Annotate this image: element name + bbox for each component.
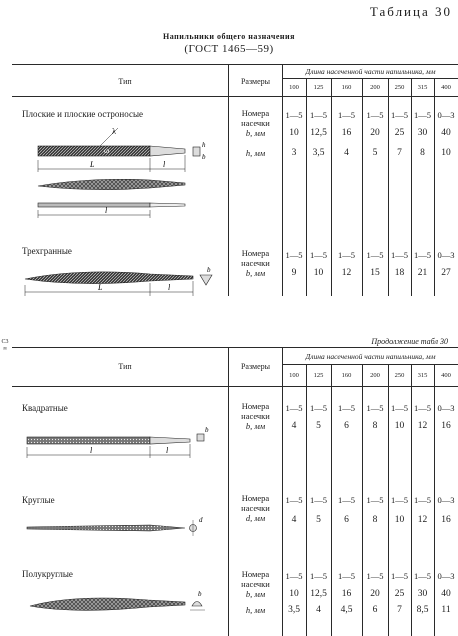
length-col: 200 xyxy=(370,372,380,379)
length-col: 160 xyxy=(341,372,352,379)
value-cell-b: 16 xyxy=(341,589,352,599)
svg-text:h: h xyxy=(202,141,206,149)
value-cell-b: 6 xyxy=(344,421,349,431)
value-cell-notch: 1—5 xyxy=(338,250,355,260)
svg-text:l: l xyxy=(105,206,108,215)
value-cell-notch: 1—5 xyxy=(391,571,408,581)
notch-label: Номера насечки xyxy=(241,493,270,513)
value-cell-notch: 1—5 xyxy=(338,110,355,120)
value-cell-notch: 1—5 xyxy=(366,250,384,260)
value-cell-b: 25 xyxy=(394,589,405,599)
triangular-file-drawing xyxy=(25,266,212,296)
table-title: Напильники общего назначения xyxy=(163,32,295,41)
value-cell-b: 20 xyxy=(370,589,380,599)
b-label: b, мм xyxy=(245,589,266,599)
value-cell-b: 12 xyxy=(341,268,352,278)
svg-text:L: L xyxy=(90,160,95,169)
value-cell-b: 10 xyxy=(313,268,324,278)
value-cell-b: 10 xyxy=(394,421,405,431)
value-cell-h: 6 xyxy=(372,605,378,615)
round-file-drawing xyxy=(27,516,203,536)
length-col: 100 xyxy=(289,372,299,379)
value-cell-notch: 1—5 xyxy=(338,403,355,413)
value-cell-h: 7 xyxy=(397,605,402,615)
length-col: 400 xyxy=(441,372,451,379)
svg-text:b: b xyxy=(207,266,211,274)
length-col: 315 xyxy=(417,372,428,379)
notch-label: Номера насечки xyxy=(241,569,270,589)
value-cell-d: 8 xyxy=(372,515,378,525)
value-cell-h: 8,5 xyxy=(416,605,429,615)
square-file-drawing xyxy=(27,426,209,458)
value-cell-d: 10 xyxy=(394,515,405,525)
standard-reference: (ГОСТ 1465—59) xyxy=(184,43,274,55)
value-cell-notch: 1—5 xyxy=(366,110,384,120)
value-cell-notch: 1—5 xyxy=(414,571,431,581)
value-cell-b: 15 xyxy=(370,268,380,278)
value-cell-notch: 1—5 xyxy=(414,250,431,260)
header-length-group: Длина насеченной части напильника, мм xyxy=(305,352,436,361)
length-col: 400 xyxy=(441,84,451,91)
value-cell-b: 9 xyxy=(291,268,297,278)
value-cell-b: 10 xyxy=(289,589,299,599)
value-cell-b: 40 xyxy=(441,128,451,138)
value-cell-notch: 1—5 xyxy=(366,495,384,505)
value-cell-notch: 1—5 xyxy=(391,495,408,505)
table-number: Таблица 30 xyxy=(369,4,452,19)
value-cell-b: 5 xyxy=(316,421,321,431)
length-col: 200 xyxy=(370,84,380,91)
row-type-triangular: Трехгранные xyxy=(22,246,72,256)
value-cell-b: 20 xyxy=(370,128,380,138)
value-cell-b: 4 xyxy=(291,421,297,431)
value-cell-notch: 0—3 xyxy=(437,495,455,505)
length-col: 250 xyxy=(394,372,405,379)
header-sizes: Размеры xyxy=(240,362,271,371)
b-label: b, мм xyxy=(245,128,266,138)
value-cell-notch: 1—5 xyxy=(310,571,327,581)
side-page-mark: C3 ∞ xyxy=(1,339,9,352)
value-cell-d: 6 xyxy=(344,515,349,525)
value-cell-h: 10 xyxy=(441,148,451,158)
notch-label: Номера насечки xyxy=(241,108,270,128)
value-cell-notch: 1—5 xyxy=(310,250,327,260)
svg-text:b: b xyxy=(202,153,206,161)
value-cell-h: 8 xyxy=(420,148,425,158)
value-cell-notch: 1—5 xyxy=(414,403,431,413)
value-cell-notch: 1—5 xyxy=(391,250,408,260)
value-cell-notch: 0—3 xyxy=(437,250,455,260)
d-label: d, мм xyxy=(245,513,266,523)
value-cell-b: 18 xyxy=(394,268,405,278)
value-cell-notch: 1—5 xyxy=(366,403,384,413)
value-cell-notch: 1—5 xyxy=(310,110,327,120)
svg-text:L: L xyxy=(98,283,103,292)
value-cell-h: 11 xyxy=(441,605,451,615)
value-cell-notch: 1—5 xyxy=(285,403,303,413)
b-label: b, мм xyxy=(245,268,266,278)
row-type-half-round: Полукруглые xyxy=(22,569,73,579)
header-type: Тип xyxy=(118,362,132,371)
b-label: b, мм xyxy=(245,421,266,431)
value-cell-notch: 1—5 xyxy=(285,495,303,505)
h-label: h, мм xyxy=(245,148,266,158)
value-cell-notch: 1—5 xyxy=(338,495,355,505)
value-cell-h: 3,5 xyxy=(288,605,300,615)
value-cell-b: 30 xyxy=(417,128,428,138)
value-cell-notch: 1—5 xyxy=(285,571,303,581)
value-cell-h: 3 xyxy=(291,148,297,158)
svg-text:b: b xyxy=(198,590,202,598)
value-cell-b: 12,5 xyxy=(310,589,327,599)
value-cell-h: 5 xyxy=(372,148,378,158)
value-cell-h: 4 xyxy=(316,605,321,615)
value-cell-notch: 1—5 xyxy=(414,495,431,505)
notch-label: Номера насечки xyxy=(241,401,270,421)
value-cell-notch: 0—3 xyxy=(437,571,455,581)
flat-file-side-drawing xyxy=(38,203,185,218)
value-cell-notch: 0—3 xyxy=(437,403,455,413)
value-cell-h: 7 xyxy=(397,148,402,158)
half-round-file-drawing xyxy=(30,590,205,610)
value-cell-notch: 1—5 xyxy=(285,250,303,260)
svg-text:l: l xyxy=(163,160,166,169)
flat-pointed-file-drawing xyxy=(38,179,185,189)
svg-text:λ: λ xyxy=(112,127,116,136)
length-col: 250 xyxy=(394,84,405,91)
value-cell-b: 16 xyxy=(341,128,352,138)
flat-file-drawing xyxy=(38,127,206,172)
header-length-group: Длина насеченной части напильника, мм xyxy=(305,67,436,76)
value-cell-b: 40 xyxy=(441,589,451,599)
value-cell-h: 4,5 xyxy=(340,605,353,615)
value-cell-d: 4 xyxy=(291,515,297,525)
length-col: 315 xyxy=(417,84,428,91)
value-cell-b: 27 xyxy=(441,268,451,278)
length-col: 160 xyxy=(341,84,352,91)
svg-text:l: l xyxy=(168,283,171,292)
svg-text:d: d xyxy=(199,516,203,524)
length-col: 100 xyxy=(289,84,299,91)
value-cell-d: 16 xyxy=(441,515,451,525)
row-type-flat: Плоские и плоские остроносые xyxy=(22,109,144,119)
value-cell-b: 8 xyxy=(372,421,378,431)
notch-label: Номера насечки xyxy=(241,248,270,268)
continuation-label: Продолжение табл 30 xyxy=(371,337,448,346)
value-cell-notch: 1—5 xyxy=(285,110,303,120)
value-cell-notch: 1—5 xyxy=(338,571,355,581)
svg-text:l: l xyxy=(166,446,169,455)
value-cell-notch: 1—5 xyxy=(366,571,384,581)
header-sizes: Размеры xyxy=(240,77,271,86)
value-cell-h: 4 xyxy=(344,148,349,158)
value-cell-notch: 1—5 xyxy=(391,110,408,120)
value-cell-notch: 1—5 xyxy=(310,495,327,505)
value-cell-notch: 1—5 xyxy=(414,110,431,120)
svg-text:ω: ω xyxy=(104,146,110,155)
svg-text:l: l xyxy=(90,446,93,455)
value-cell-b: 10 xyxy=(289,128,299,138)
row-type-square: Квадратные xyxy=(22,403,68,413)
value-cell-b: 12,5 xyxy=(310,128,327,138)
value-cell-b: 30 xyxy=(417,589,428,599)
value-cell-b: 12 xyxy=(417,421,428,431)
value-cell-d: 5 xyxy=(316,515,321,525)
value-cell-notch: 0—3 xyxy=(437,110,455,120)
length-col: 125 xyxy=(313,372,324,379)
value-cell-b: 16 xyxy=(441,421,451,431)
value-cell-b: 25 xyxy=(394,128,405,138)
value-cell-notch: 1—5 xyxy=(310,403,327,413)
length-col: 125 xyxy=(313,84,324,91)
svg-text:b: b xyxy=(205,426,209,434)
value-cell-b: 21 xyxy=(417,268,428,278)
row-type-round: Круглые xyxy=(22,495,55,505)
value-cell-d: 12 xyxy=(417,515,428,525)
value-cell-notch: 1—5 xyxy=(391,403,408,413)
header-type: Тип xyxy=(118,77,132,86)
value-cell-h: 3,5 xyxy=(312,148,325,158)
h-label: h, мм xyxy=(245,605,266,615)
